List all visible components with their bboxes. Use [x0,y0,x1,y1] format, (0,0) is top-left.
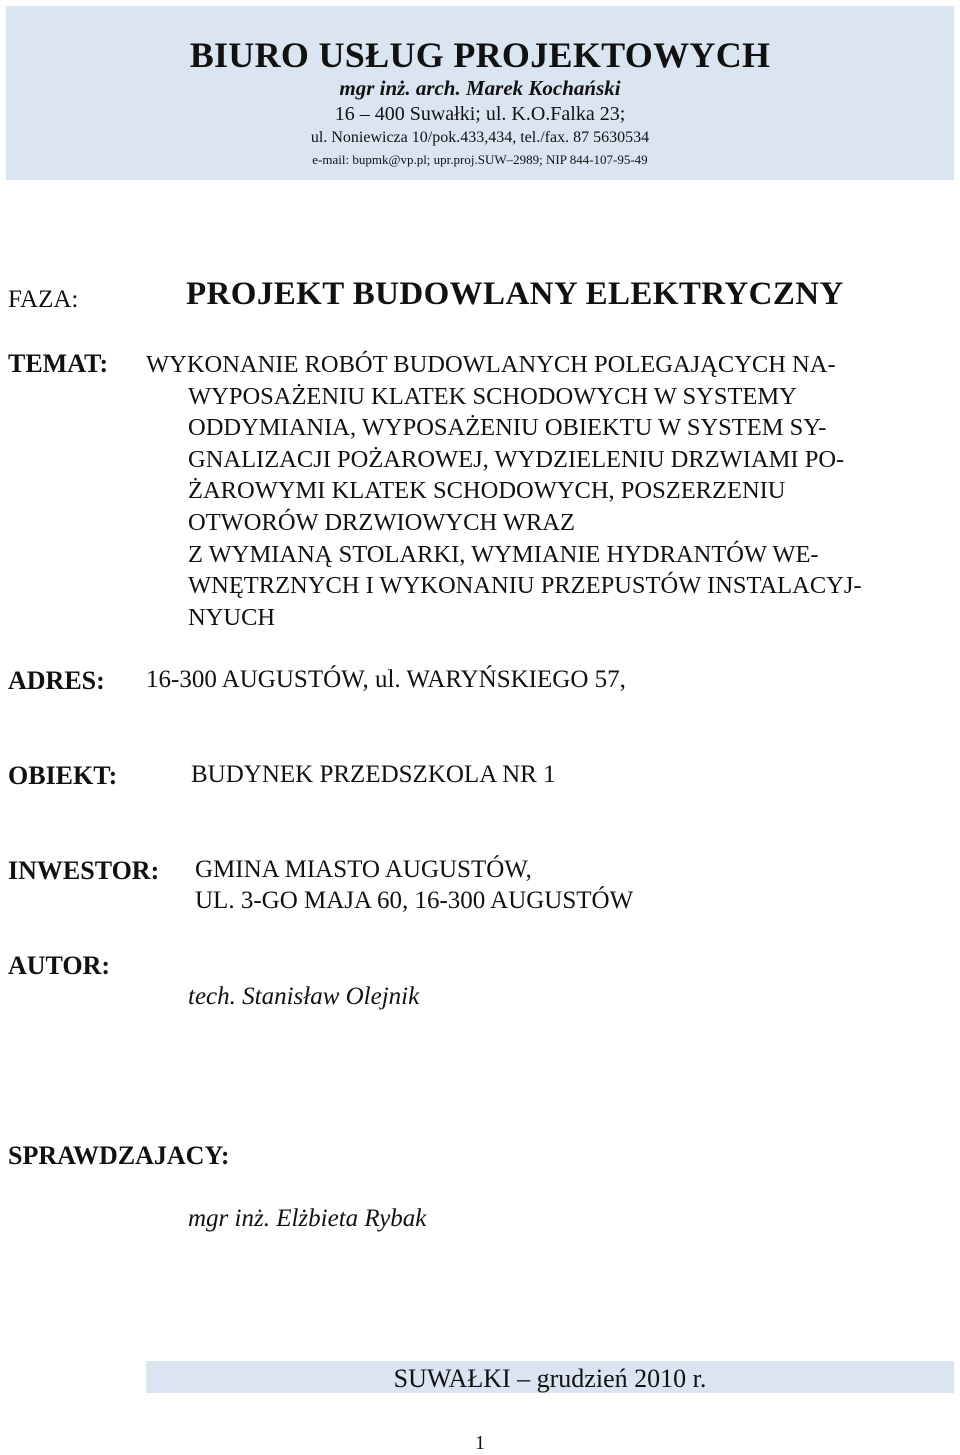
temat-line: WYKONANIE ROBÓT BUDOWLANYCH POLEGAJĄCYCH NA- [146,351,836,378]
faza-value: PROJEKT BUDOWLANY ELEKTRYCZNY [186,276,844,312]
inwestor-address: UL. 3-GO MAJA 60, 16-300 AUGUSTÓW [195,887,634,914]
temat-line: ODDYMIANIA, WYPOSAŻENIU OBIEKTU W SYSTEM SY- [188,414,827,442]
autor-name: tech. Stanisław Olejnik [188,983,420,1010]
faza-label: FAZA: [8,286,79,313]
adres-label: ADRES: [8,666,105,695]
office-email-line: e-mail: bupmk@vp.pl; upr.proj.SUW–2989; NIP 844-107-95-49 [312,152,648,167]
office-address-line1: 16 – 400 Suwałki; ul. K.O.Falka 23; [334,103,626,125]
temat-line: NYUCH [188,603,276,631]
obiekt-label: OBIEKT: [8,761,118,790]
inwestor-name: GMINA MIASTO AUGUSTÓW, [195,856,532,883]
sprawdzajacy-name: mgr inż. Elżbieta Rybak [188,1205,427,1232]
temat-line: ŻAROWYMI KLATEK SCHODOWYCH, POSZERZENIU [188,477,786,505]
header-box [6,6,954,180]
temat-line: WYPOSAŻENIU KLATEK SCHODOWYCH W SYSTEMY [188,382,797,410]
temat-label: TEMAT: [8,349,109,378]
temat-line: WNĘTRZNYCH I WYKONANIU PRZEPUSTÓW INSTALACYJ- [188,572,862,600]
autor-label: AUTOR: [8,951,111,980]
office-title: BIURO USŁUG PROJEKTOWYCH [189,35,771,75]
adres-value: 16-300 AUGUSTÓW, ul. WARYŃSKIEGO 57, [146,666,626,693]
obiekt-value: BUDYNEK PRZEDSZKOLA NR 1 [191,761,556,788]
sprawdzajacy-label: SPRAWDZAJACY: [8,1141,230,1170]
office-address-line2: ul. Noniewicza 10/pok.433,434, tel./fax. 87 5630534 [310,129,650,146]
temat-line: GNALIZACJI POŻAROWEJ, WYDZIELENIU DRZWIAMI PO- [188,445,845,473]
office-author: mgr inż. arch. Marek Kochański [339,76,621,100]
inwestor-label: INWESTOR: [8,856,160,885]
temat-line: OTWORÓW DRZWIOWYCH WRAZ [188,509,575,536]
footer-place-date: SUWAŁKI – grudzień 2010 r. [393,1364,707,1393]
page-number: 1 [475,1432,485,1454]
temat-line: Z WYMIANĄ STOLARKI, WYMIANIE HYDRANTÓW WE- [188,540,819,568]
